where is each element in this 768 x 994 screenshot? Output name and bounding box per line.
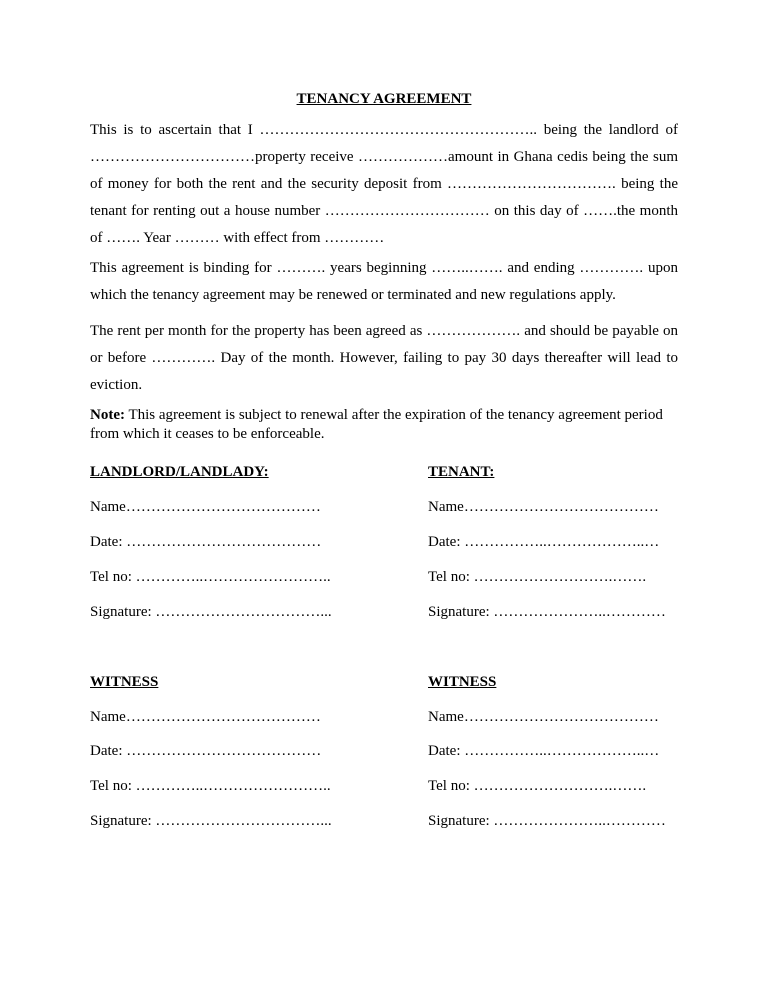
intro-line: This is to ascertain that I ……………………………………………….. being the landlord of (90, 122, 678, 138)
document-title: TENANCY AGREEMENT (296, 91, 472, 107)
binding-paragraph (90, 255, 678, 309)
note-line (90, 406, 678, 425)
witness-left-heading: WITNESS (90, 674, 159, 690)
intro-paragraph (90, 117, 678, 252)
witness-right-date-field: Date: ……………..………………..… (428, 743, 660, 759)
landlord-signature-field: Signature: ……………………………... (90, 604, 332, 620)
intro-line: of ……. Year ……… with effect from ………… (90, 230, 385, 246)
rent-line: eviction. (90, 377, 143, 393)
note-text: This agreement is subject to renewal after the expiration of the tenancy agreement period (124, 407, 663, 423)
rent-line: or before …………. Day of the month. However, failing to pay 30 days thereafter will lead to (90, 350, 678, 366)
binding-line: which the tenancy agreement may be renewed or terminated and new regulations apply. (90, 287, 616, 303)
landlord-date-field: Date: ………………………………… (90, 534, 322, 550)
note-line: from which it ceases to be enforceable. (90, 426, 325, 442)
tenant-signature-field: Signature: …………………..………… (428, 604, 666, 620)
landlord-heading: LANDLORD/LANDLADY: (90, 464, 269, 480)
witness-right-name-field: Name………………………………… (428, 709, 659, 725)
witness-right-tel-field: Tel no: ……………………….……. (428, 778, 647, 794)
rent-line: The rent per month for the property has been agreed as ………………. and should be payable on (90, 323, 678, 339)
tenant-tel-field: Tel no: ……………………….……. (428, 569, 647, 585)
witness-left-name-field: Name………………………………… (90, 709, 321, 725)
intro-line: ……………………………property receive ………………amount in Ghana cedis being the sum (90, 149, 678, 165)
witness-left-tel-field: Tel no: …………..…………………….. (90, 778, 331, 794)
intro-line: of money for both the rent and the security deposit from ……………………………. being the (90, 176, 678, 192)
rent-paragraph (90, 318, 678, 399)
landlord-name-field: Name………………………………… (90, 499, 321, 515)
witness-left-date-field: Date: ………………………………… (90, 743, 322, 759)
witness-left-signature-field: Signature: ……………………………... (90, 813, 332, 829)
tenant-name-field: Name………………………………… (428, 499, 659, 515)
intro-line: tenant for renting out a house number …………………………… on this day of …….the month (90, 203, 678, 219)
note-label: Note: (90, 407, 125, 423)
witness-right-heading: WITNESS (428, 674, 497, 690)
landlord-tel-field: Tel no: …………..…………………….. (90, 569, 331, 585)
tenant-date-field: Date: ……………..………………..… (428, 534, 660, 550)
note-paragraph (90, 406, 678, 444)
binding-line: This agreement is binding for ………. years beginning ……..……. and ending …………. upon (90, 260, 678, 276)
witness-right-signature-field: Signature: …………………..………… (428, 813, 666, 829)
tenant-heading: TENANT: (428, 464, 495, 480)
